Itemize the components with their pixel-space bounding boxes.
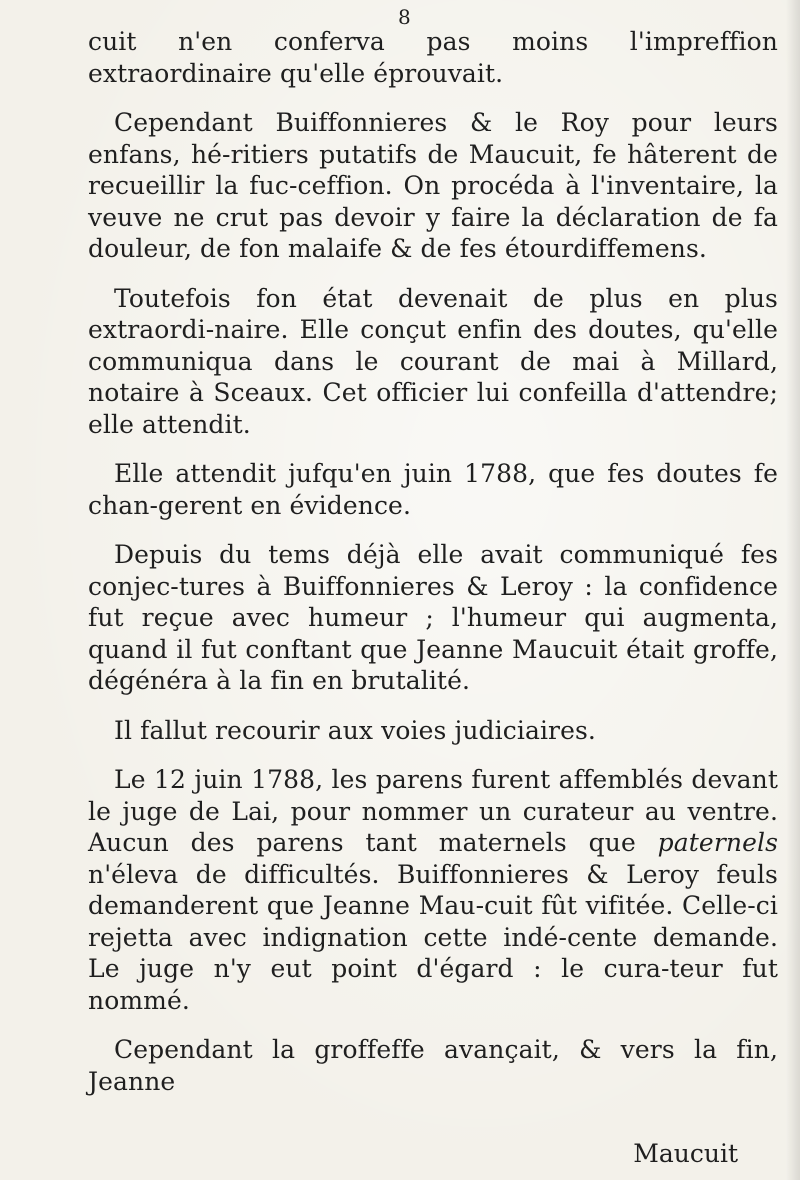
paragraph-3: Toutefois fon état devenait de plus en plus extraordi-naire. Elle conçut enfin des doutes, qu'elle communiqua dans le courant de mai à Millard, notaire à Sceaux. Cet officier lui confeilla d'attendre; elle attendit. xyxy=(88,283,778,439)
paragraph-8: Cependant la groffeffe avançait, & vers la fin, Jeanne xyxy=(88,1035,778,1096)
paragraph-7-start: Le 12 juin 1788, les parens furent affemblés devant le juge de Lai, pour nommer un curateur au ventre. Aucun des parens tant maternels que xyxy=(88,765,778,857)
paragraph-7-end: n'éleva de difficultés. Buiffonnieres & Leroy feuls demanderent que Jeanne Mau-cuit fût vifitée. Celle-ci rejetta avec indignation cette indé-cente demande. Le juge n'y eut point d'égard : le cura-teur fut nommé. xyxy=(88,859,778,1015)
body-text xyxy=(88,26,778,1097)
paragraph-5: Depuis du tems déjà elle avait communiqué fes conjec-tures à Buiffonnieres & Leroy : la confidence fut reçue avec humeur ; l'humeur qui augmenta, quand il fut conftant que Jeanne Maucuit était groffe, dégénéra à la fin en brutalité. xyxy=(88,540,778,695)
page-number: 8 xyxy=(398,5,411,29)
italic-word-paternels: paternels xyxy=(657,828,778,857)
paragraph-6: Il fallut recourir aux voies judiciaires. xyxy=(114,715,596,745)
paragraph-2: Cependant Buiffonnieres & le Roy pour leurs enfans, hé-ritiers putatifs de Maucuit, fe hâterent de recueillir la fuc-ceffion. On procéda à l'inventaire, la veuve ne crut pas devoir y faire la déclaration de fa douleur, de fon malaife & de fes étourdiffemens. xyxy=(88,108,778,263)
paragraph-4: Elle attendit jufqu'en juin 1788, que fes doutes fe chan-gerent en évidence. xyxy=(88,459,778,520)
paragraph-1: cuit n'en conferva pas moins l'impreffion extraordinaire qu'elle éprouvait. xyxy=(88,27,778,88)
paragraph-7 xyxy=(88,764,778,1016)
page-edge-shadow xyxy=(786,0,800,1180)
catchword: Maucuit xyxy=(633,1139,738,1168)
